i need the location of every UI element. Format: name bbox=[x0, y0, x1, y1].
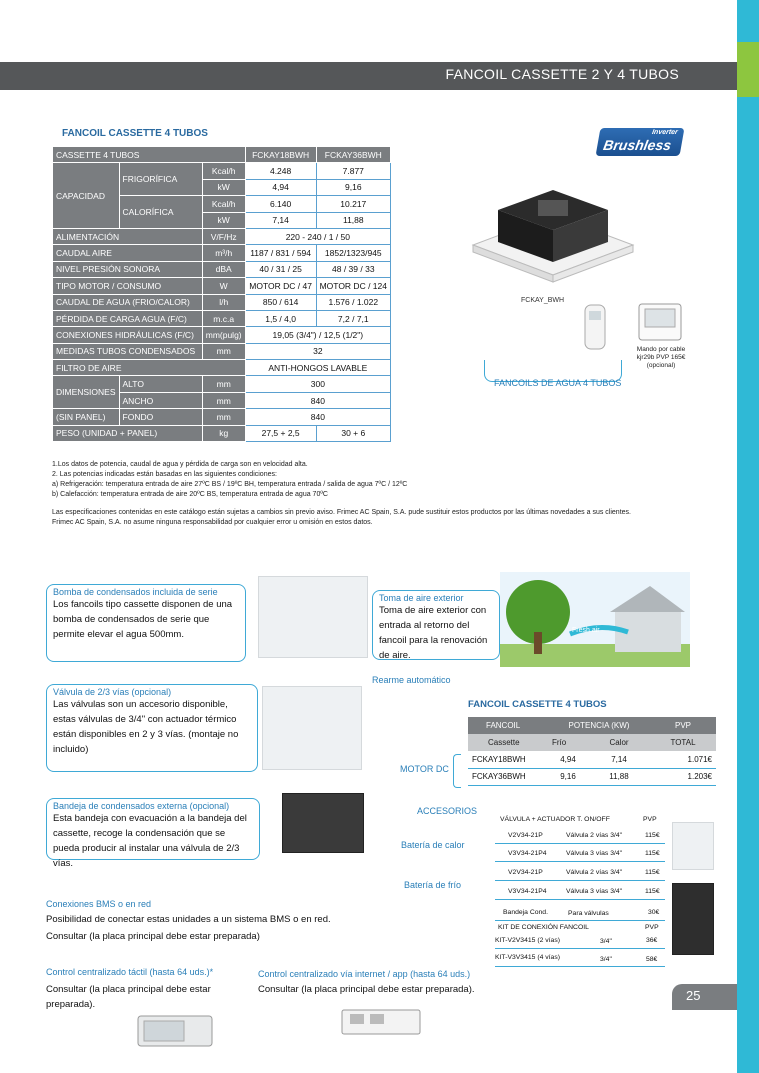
note-line: 1.Los datos de potencia, caudal de agua y pérdida de carga son en velocidad alta. bbox=[52, 461, 308, 468]
acc-header: VÁLVULA + ACTUADOR T. ON/OFF bbox=[500, 816, 610, 823]
feature-title: Bomba de condensados incluida de serie bbox=[53, 587, 218, 597]
note-spacer bbox=[52, 500, 732, 508]
page-number: 25 bbox=[672, 984, 737, 1010]
spec-value: 40 / 31 / 25 bbox=[245, 261, 316, 277]
acc-divider bbox=[495, 948, 665, 949]
tray-photo bbox=[282, 793, 364, 853]
spec-unit: W bbox=[202, 278, 245, 294]
price-cell: 11,88 bbox=[588, 768, 650, 785]
pump-photo bbox=[258, 576, 368, 658]
bms-body-2: Consultar (la placa principal debe estar preparada) bbox=[46, 931, 260, 942]
page-header bbox=[0, 62, 737, 90]
spec-label: TIPO MOTOR / CONSUMO bbox=[53, 278, 203, 294]
spec-value: MOTOR DC / 47 bbox=[245, 278, 316, 294]
spec-header-row bbox=[53, 147, 391, 163]
remote-caption-line: Mando por cable bbox=[636, 346, 686, 353]
internet-title: Control centralizado vía internet / app (hasta 64 uds.) bbox=[258, 969, 471, 979]
acc-divider bbox=[495, 920, 665, 921]
acc-header: KIT DE CONEXIÓN FANCOIL bbox=[498, 924, 589, 931]
spec-unit: m.c.a bbox=[202, 310, 245, 326]
acc-header: PVP bbox=[643, 816, 657, 823]
product-caption: FANCOILS DE AGUA 4 TUBOS bbox=[494, 378, 622, 388]
acc-desc: 3/4" bbox=[600, 956, 612, 963]
right-color-strip bbox=[737, 0, 759, 1073]
acc-price: 115€ bbox=[645, 832, 660, 839]
note-line: Frimec AC Spain, S.A. no asume ninguna responsabilidad por cualquier error u omisión en estos datos. bbox=[52, 519, 373, 526]
internet-body: Consultar (la placa principal debe estar preparada). bbox=[258, 984, 475, 995]
spec-label: DIMENSIONES bbox=[53, 376, 120, 409]
acc-desc: 3/4" bbox=[600, 938, 612, 945]
price-cell: 7,14 bbox=[588, 751, 650, 768]
spec-section-title: FANCOIL CASSETTE 4 TUBOS bbox=[62, 128, 208, 139]
price-cell: 1.203€ bbox=[650, 768, 716, 785]
spec-unit: V/F/Hz bbox=[202, 228, 245, 244]
spec-value: 7.877 bbox=[316, 163, 390, 179]
price-cell: FCKAY36BWH bbox=[468, 768, 548, 785]
page-title: FANCOIL CASSETTE 2 Y 4 TUBOS bbox=[445, 66, 679, 82]
feature-valvula bbox=[46, 684, 258, 772]
acc-divider bbox=[495, 899, 665, 900]
note-line: a) Refrigeración: temperatura entrada de aire 27ºC BS / 19ºC BH, temperatura entrada / salida de agua 7ºC / 12ºC bbox=[52, 481, 408, 488]
spec-value: 6.140 bbox=[245, 196, 316, 212]
acc-desc: Válvula 3 vías 3/4" bbox=[566, 850, 623, 857]
wired-remote-image bbox=[637, 302, 685, 342]
note-line: b) Calefacción: temperatura entrada de aire 20ºC BS, temperatura entrada de agua 70ºC bbox=[52, 491, 328, 498]
notes bbox=[52, 460, 732, 528]
spec-sublabel: ALTO bbox=[119, 376, 202, 392]
ir-remote-image bbox=[583, 303, 609, 353]
acc-code: V2V34-21P bbox=[508, 832, 543, 839]
spec-value: 19,05 (3/4") / 12,5 (1/2") bbox=[245, 327, 390, 343]
spec-label: PESO (UNIDAD + PANEL) bbox=[53, 425, 203, 441]
acc-divider bbox=[495, 861, 665, 862]
spec-col-header: CASSETTE 4 TUBOS bbox=[53, 147, 246, 163]
spec-value: 220 - 240 / 1 / 50 bbox=[245, 228, 390, 244]
acc-code: V2V34-21P bbox=[508, 869, 543, 876]
spec-value: 4,94 bbox=[245, 179, 316, 195]
spec-unit: m³/h bbox=[202, 245, 245, 261]
spec-unit: Kcal/h bbox=[202, 196, 245, 212]
acc-code: KIT-V3V3415 (4 vías) bbox=[495, 954, 560, 961]
spec-value: 30 + 6 bbox=[316, 425, 390, 441]
feature-toma bbox=[372, 590, 500, 660]
spec-value: 10.217 bbox=[316, 196, 390, 212]
tactil-title: Control centralizado táctil (hasta 64 uds.)* bbox=[46, 967, 214, 977]
spec-unit: mm bbox=[202, 392, 245, 408]
acc-desc: Válvula 2 vías 3/4" bbox=[566, 869, 623, 876]
spec-value: 4.248 bbox=[245, 163, 316, 179]
model-2: FCKAY36BWH bbox=[316, 147, 390, 163]
spec-value: MOTOR DC / 124 bbox=[316, 278, 390, 294]
spec-value: 7,14 bbox=[245, 212, 316, 228]
tactil-body: Consultar (la placa principal debe estar preparada). bbox=[46, 984, 211, 1010]
acc-price: 115€ bbox=[645, 869, 660, 876]
feature-title: Toma de aire exterior bbox=[379, 593, 464, 603]
spec-label: FILTRO DE AIRE bbox=[53, 360, 246, 376]
spec-unit: kg bbox=[202, 425, 245, 441]
spec-value: 300 bbox=[245, 376, 390, 392]
spec-sublabel: CALORÍFICA bbox=[119, 196, 202, 229]
spec-label: MEDIDAS TUBOS CONDENSADOS bbox=[53, 343, 203, 359]
acc-code: Bandeja Cond. bbox=[503, 909, 548, 916]
spec-sublabel: ANCHO bbox=[119, 392, 202, 408]
spec-unit: l/h bbox=[202, 294, 245, 310]
brand-line1: Inverter bbox=[651, 129, 679, 136]
price-section-title: FANCOIL CASSETTE 4 TUBOS bbox=[468, 699, 607, 710]
green-accent bbox=[737, 42, 759, 97]
feature-body: Toma de aire exterior con entrada al retorno del fancoil para la renovación de aire. bbox=[379, 605, 488, 661]
note-line: 2. Las potencias indicadas están basadas en las siguientes condiciones: bbox=[52, 471, 277, 478]
acc-divider bbox=[495, 966, 665, 967]
acc-desc: Válvula 2 vías 3/4" bbox=[566, 832, 623, 839]
bateria-calor-label: Batería de calor bbox=[401, 840, 465, 850]
acc-code: V3V34-21P4 bbox=[508, 850, 547, 857]
spec-label: CAUDAL DE AGUA (FRIO/CALOR) bbox=[53, 294, 203, 310]
spec-unit: mm bbox=[202, 343, 245, 359]
price-subheader: Cassette bbox=[468, 734, 548, 751]
motor-dc-label: MOTOR DC bbox=[400, 764, 449, 774]
spec-label: CONEXIONES HIDRÁULICAS (F/C) bbox=[53, 327, 203, 343]
spec-value: 32 bbox=[245, 343, 390, 359]
spec-value: 1187 / 831 / 594 bbox=[245, 245, 316, 261]
bms-body-1: Posibilidad de conectar estas unidades a un sistema BMS o en red. bbox=[46, 914, 331, 925]
feature-title: Bandeja de condensados externa (opcional) bbox=[53, 801, 230, 811]
spec-unit: mm bbox=[202, 376, 245, 392]
price-header: POTENCIA (KW) bbox=[548, 717, 650, 734]
spec-sublabel: FONDO bbox=[119, 409, 202, 425]
acc-code: V3V34-21P4 bbox=[508, 888, 547, 895]
acc-price: 58€ bbox=[646, 956, 658, 963]
bms-title: Conexiones BMS o en red bbox=[46, 899, 152, 909]
spec-label: ALIMENTACIÓN bbox=[53, 228, 203, 244]
rearme-label: Rearme automático bbox=[372, 675, 451, 685]
price-header: FANCOIL bbox=[468, 717, 548, 734]
spec-value: 48 / 39 / 33 bbox=[316, 261, 390, 277]
spec-value: 9,16 bbox=[316, 179, 390, 195]
spec-label: CAPACIDAD bbox=[53, 163, 120, 229]
bateria-frio-label: Batería de frío bbox=[404, 880, 462, 890]
fresh-air-photo bbox=[500, 572, 690, 667]
motor-dc-bracket bbox=[453, 754, 461, 788]
price-cell: 9,16 bbox=[548, 768, 588, 785]
spec-unit: mm(pulg) bbox=[202, 327, 245, 343]
price-cell: FCKAY18BWH bbox=[468, 751, 548, 768]
acc-code: KIT-V2V3415 (2 vías) bbox=[495, 937, 560, 944]
acc-price: 36€ bbox=[646, 937, 658, 944]
feature-body: Esta bandeja con evacuación a la bandeja del cassette, recoge la condensación que se pueda producir al instalar una válvula de 2/3 vías. bbox=[53, 813, 247, 869]
spec-label: PÉRDIDA DE CARGA AGUA (F/C) bbox=[53, 310, 203, 326]
feature-title: Válvula de 2/3 vías (opcional) bbox=[53, 687, 172, 697]
acc-divider bbox=[495, 880, 665, 881]
remote-caption bbox=[628, 346, 694, 370]
acc-desc: Para válvulas bbox=[568, 910, 609, 917]
feature-bomba bbox=[46, 584, 246, 662]
spec-label: (SIN PANEL) bbox=[53, 409, 120, 425]
cassette-unit-image bbox=[468, 170, 638, 290]
spec-value: 840 bbox=[245, 392, 390, 408]
spec-value: 11,88 bbox=[316, 212, 390, 228]
spec-unit: kW bbox=[202, 212, 245, 228]
price-table bbox=[468, 717, 716, 786]
fresh-air-label: Fresh air bbox=[572, 627, 600, 634]
price-subheader: TOTAL bbox=[650, 734, 716, 751]
feature-body: Los fancoils tipo cassette disponen de una bomba de condensados de serie que permite elevar el agua 500mm. bbox=[53, 599, 233, 640]
spec-unit: dBA bbox=[202, 261, 245, 277]
spec-label: CAUDAL AIRE bbox=[53, 245, 203, 261]
product-model-label: FCKAY_BWH bbox=[521, 297, 565, 304]
touch-controller-image bbox=[136, 1014, 214, 1048]
valve-photo bbox=[262, 686, 362, 770]
spec-sublabel: FRIGORÍFICA bbox=[119, 163, 202, 196]
spec-unit: kW bbox=[202, 179, 245, 195]
acc-price: 30€ bbox=[648, 909, 660, 916]
spec-label: NIVEL PRESIÓN SONORA bbox=[53, 261, 203, 277]
spec-unit: Kcal/h bbox=[202, 163, 245, 179]
price-subheader: Frío bbox=[548, 734, 588, 751]
spec-value: 840 bbox=[245, 409, 390, 425]
acc-price: 115€ bbox=[645, 888, 660, 895]
spec-table bbox=[52, 146, 391, 442]
brushless-logo bbox=[596, 128, 685, 156]
feature-body: Las válvulas son un accesorio disponible, estas válvulas de 3/4" con actuador térmico están disponibles en 2 y 3 vías. (montaje no incluido) bbox=[53, 699, 239, 755]
price-header: PVP bbox=[650, 717, 716, 734]
price-subheader: Calor bbox=[588, 734, 650, 751]
remote-caption-line: (opcional) bbox=[646, 362, 676, 369]
price-cell: 1.071€ bbox=[650, 751, 716, 768]
spec-value: 1852/1323/945 bbox=[316, 245, 390, 261]
spec-value: 27,5 + 2,5 bbox=[245, 425, 316, 441]
price-cell: 4,94 bbox=[548, 751, 588, 768]
model-1: FCKAY18BWH bbox=[245, 147, 316, 163]
acc-header: PVP bbox=[645, 924, 659, 931]
accesorios-title: ACCESORIOS bbox=[417, 806, 478, 816]
acc-price: 115€ bbox=[645, 850, 660, 857]
acc-divider bbox=[495, 843, 665, 844]
remote-caption-line: kjr29b PVP 165€ bbox=[636, 354, 686, 361]
acc-desc: Válvula 3 vías 3/4" bbox=[566, 888, 623, 895]
feature-bandeja bbox=[46, 798, 260, 869]
internet-controller-image bbox=[340, 1004, 422, 1038]
brand-line2: Brushless bbox=[602, 137, 673, 153]
spec-value: 1,5 / 4,0 bbox=[245, 310, 316, 326]
valve-kit-photo bbox=[672, 822, 714, 870]
connection-kit-photo bbox=[672, 883, 714, 955]
spec-value: 1.576 / 1.022 bbox=[316, 294, 390, 310]
spec-value: ANTI-HONGOS LAVABLE bbox=[245, 360, 390, 376]
spec-unit: mm bbox=[202, 409, 245, 425]
note-line: Las especificaciones contenidas en este catálogo están sujetas a cambios sin previo aviso. Frimec AC Spain, S.A. pude sustituir estos productos por las últimas novedades a sus clientes. bbox=[52, 509, 631, 516]
spec-value: 850 / 614 bbox=[245, 294, 316, 310]
spec-value: 7,2 / 7,1 bbox=[316, 310, 390, 326]
